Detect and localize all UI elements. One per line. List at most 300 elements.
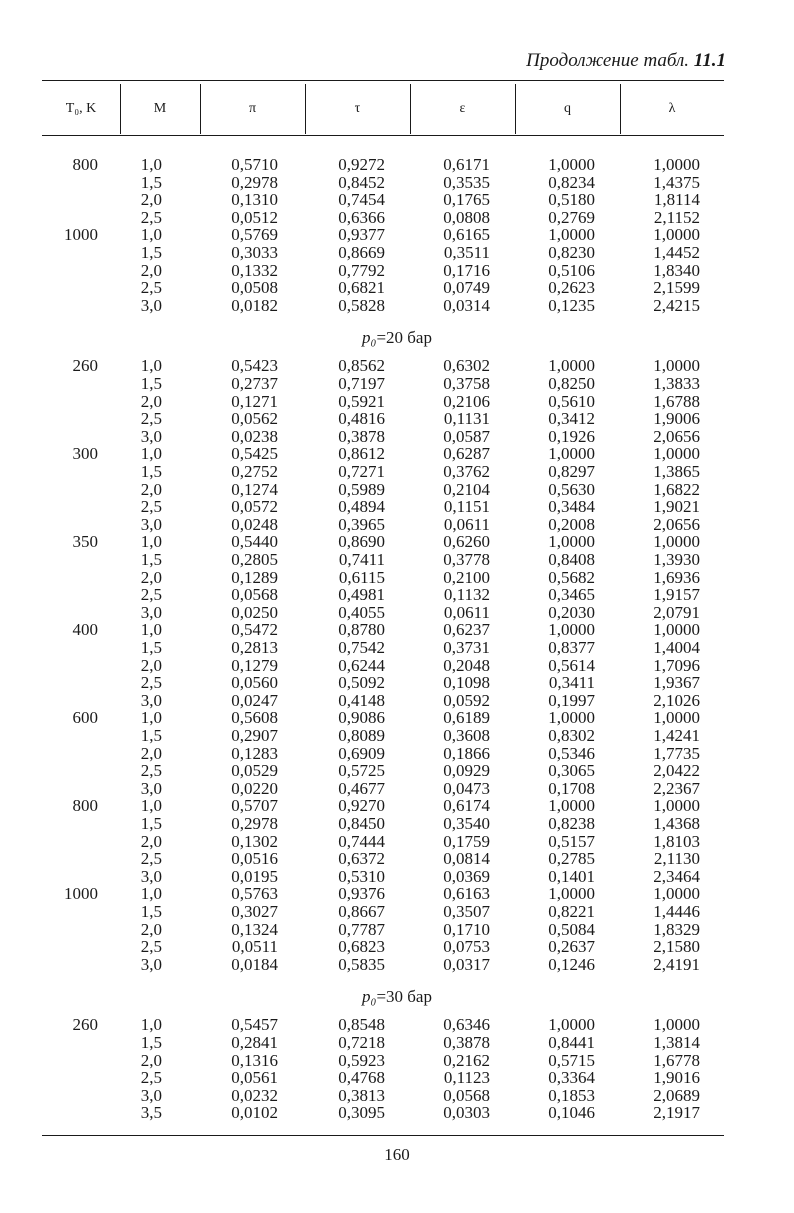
table-cell: 0,1271 <box>231 391 278 411</box>
table-cell: 1,4446 <box>653 902 700 921</box>
table-cell: 2,5 <box>140 497 162 517</box>
table-cell: 2,0 <box>140 919 162 939</box>
footer-rule <box>42 1135 724 1136</box>
table-cell: 1,8103 <box>653 831 700 851</box>
table-cell: 1,0000 <box>548 796 595 816</box>
table-cell: 2,5 <box>140 585 162 605</box>
table-cell: 0,6823 <box>338 937 385 957</box>
table-cell: 3,0 <box>140 866 162 886</box>
table-cell: 2,0 <box>140 831 162 851</box>
cell-t0: 350 <box>72 532 98 552</box>
table-cell: 2,1130 <box>653 849 700 869</box>
table-row <box>0 745 794 763</box>
table-row <box>0 551 794 569</box>
table-cell: 0,3965 <box>338 514 385 534</box>
table-cell: 1,0000 <box>548 532 595 552</box>
table-cell: 0,7271 <box>338 462 385 481</box>
table-cell: 0,0314 <box>443 295 490 315</box>
table-row <box>0 639 794 657</box>
table-cell: 0,5923 <box>338 1050 385 1070</box>
table-row <box>0 569 794 587</box>
table-cell: 0,5346 <box>548 743 595 763</box>
table-cell: 0,8548 <box>338 1015 385 1035</box>
table-cell: 2,0791 <box>653 602 700 622</box>
table-cell: 0,2907 <box>231 726 278 745</box>
table-row <box>0 533 794 551</box>
col-header-lambda: λ <box>668 101 676 116</box>
table-cell: 1,5 <box>140 814 162 833</box>
table-cell: 0,0369 <box>443 866 490 886</box>
col-header-tau: τ <box>354 101 361 116</box>
table-cell: 1,5 <box>140 243 162 262</box>
cell-t0: 260 <box>72 1015 98 1035</box>
table-row <box>0 938 794 956</box>
cell-t0: 600 <box>72 708 98 728</box>
table-cell: 0,0814 <box>443 849 490 869</box>
col-divider <box>620 84 621 134</box>
table-cell: 0,2162 <box>443 1050 490 1070</box>
cell-t0: 260 <box>72 356 98 376</box>
table-cell: 1,0 <box>140 444 162 464</box>
table-row <box>0 956 794 974</box>
table-cell: 0,0568 <box>443 1085 490 1105</box>
table-cell: 1,4375 <box>653 172 700 192</box>
table-cell: 0,3758 <box>443 374 490 393</box>
continuation-text: Продолжение табл. <box>526 50 690 71</box>
table-row <box>0 727 794 745</box>
table-cell: 2,0 <box>140 479 162 499</box>
table-row <box>0 297 794 315</box>
table-cell: 0,1716 <box>443 260 490 280</box>
table-cell: 1,8114 <box>653 190 700 210</box>
table-cell: 2,1580 <box>653 937 700 957</box>
header-top-rule <box>42 80 724 81</box>
table-cell: 1,0000 <box>548 155 595 174</box>
table-cell: 1,0000 <box>653 708 700 728</box>
table-cell: 0,8441 <box>548 1033 595 1052</box>
table-cell: 0,5440 <box>231 532 278 552</box>
table-cell: 0,1708 <box>548 778 595 798</box>
table-cell: 0,2769 <box>548 207 595 227</box>
table-row <box>0 1034 794 1052</box>
table-cell: 0,2978 <box>231 172 278 192</box>
table-cell: 0,7787 <box>338 919 385 939</box>
table-cell: 0,5180 <box>548 190 595 210</box>
table-cell: 0,0511 <box>231 937 278 957</box>
table-cell: 0,3813 <box>338 1085 385 1105</box>
table-cell: 0,0587 <box>443 426 490 446</box>
table-cell: 0,4981 <box>338 585 385 605</box>
table-row <box>0 174 794 192</box>
table-cell: 0,1997 <box>548 690 595 710</box>
table-cell: 0,1279 <box>231 655 278 675</box>
table-cell: 0,3484 <box>548 497 595 517</box>
table-cell: 1,6822 <box>653 479 700 499</box>
table-cell: 0,2104 <box>443 479 490 499</box>
table-cell: 1,0000 <box>653 155 700 174</box>
table-cell: 0,6174 <box>443 796 490 816</box>
table-cell: 3,0 <box>140 602 162 622</box>
table-cell: 0,5608 <box>231 708 278 728</box>
table-cell: 0,2637 <box>548 937 595 957</box>
table-cell: 1,7735 <box>653 743 700 763</box>
table-cell: 0,6163 <box>443 884 490 904</box>
table-cell: 2,0656 <box>653 514 700 534</box>
table-cell: 0,2978 <box>231 814 278 833</box>
table-cell: 1,0000 <box>653 796 700 816</box>
table-cell: 0,3511 <box>443 243 490 262</box>
table-cell: 1,0000 <box>653 884 700 904</box>
table-cell: 0,2008 <box>548 514 595 534</box>
table-cell: 0,0248 <box>231 514 278 534</box>
table-cell: 0,8562 <box>338 356 385 376</box>
table-row <box>0 657 794 675</box>
table-cell: 2,0 <box>140 743 162 763</box>
table-cell: 0,1316 <box>231 1050 278 1070</box>
table-cell: 0,0220 <box>231 778 278 798</box>
table-cell: 0,6260 <box>443 532 490 552</box>
table-cell: 0,5769 <box>231 225 278 245</box>
table-cell: 1,0000 <box>548 225 595 245</box>
table-row <box>0 481 794 499</box>
table-cell: 0,3027 <box>231 902 278 921</box>
table-cell: 2,0 <box>140 655 162 675</box>
table-cell: 1,7096 <box>653 655 700 675</box>
table-cell: 0,6165 <box>443 225 490 245</box>
table-cell: 2,1026 <box>653 690 700 710</box>
col-header-pi: π <box>248 101 257 116</box>
table-cell: 2,3464 <box>653 866 700 886</box>
table-cell: 0,2048 <box>443 655 490 675</box>
table-cell: 0,8377 <box>548 638 595 657</box>
table-cell: 0,8667 <box>338 902 385 921</box>
table-row <box>0 868 794 886</box>
table-cell: 1,3833 <box>653 374 700 393</box>
table-cell: 0,1098 <box>443 673 490 693</box>
table-cell: 0,0182 <box>231 295 278 315</box>
table-cell: 0,8221 <box>548 902 595 921</box>
table-cell: 0,8780 <box>338 620 385 640</box>
table-cell: 0,5425 <box>231 444 278 464</box>
table-cell: 0,1235 <box>548 295 595 315</box>
table-cell: 0,3065 <box>548 761 595 781</box>
col-header-t0: T₀, K <box>65 101 97 116</box>
table-row <box>0 156 794 174</box>
table-cell: 2,5 <box>140 278 162 298</box>
table-cell: 0,1765 <box>443 190 490 210</box>
table-cell: 1,0 <box>140 620 162 640</box>
table-cell: 2,0 <box>140 567 162 587</box>
table-cell: 1,9367 <box>653 673 700 693</box>
header-bottom-rule <box>42 135 724 136</box>
table-cell: 1,0000 <box>653 225 700 245</box>
table-cell: 1,8329 <box>653 919 700 939</box>
col-divider <box>410 84 411 134</box>
table-cell: 0,5828 <box>338 295 385 315</box>
table-cell: 0,0611 <box>443 514 490 534</box>
table-cell: 0,3878 <box>338 426 385 446</box>
table-cell: 0,2737 <box>231 374 278 393</box>
table-cell: 0,9376 <box>338 884 385 904</box>
table-cell: 0,3878 <box>443 1033 490 1052</box>
table-cell: 2,4215 <box>653 295 700 315</box>
table-cell: 0,1246 <box>548 954 595 974</box>
table-cell: 2,1599 <box>653 278 700 298</box>
table-cell: 0,2100 <box>443 567 490 587</box>
table-cell: 2,0 <box>140 391 162 411</box>
table-cell: 0,0250 <box>231 602 278 622</box>
table-cell: 0,9377 <box>338 225 385 245</box>
table-cell: 0,0808 <box>443 207 490 227</box>
page-number: 160 <box>384 1145 410 1164</box>
table-cell: 0,1332 <box>231 260 278 280</box>
table-cell: 0,0303 <box>443 1103 490 1123</box>
table-cell: 0,1866 <box>443 743 490 763</box>
col-header-epsilon: ε <box>459 101 466 116</box>
table-cell: 1,0000 <box>548 444 595 464</box>
table-cell: 0,5630 <box>548 479 595 499</box>
table-cell: 0,5835 <box>338 954 385 974</box>
table-row <box>0 604 794 622</box>
table-cell: 0,7792 <box>338 260 385 280</box>
table-cell: 1,3814 <box>653 1033 700 1052</box>
cell-t0: 1000 <box>64 884 98 904</box>
table-cell: 0,3778 <box>443 550 490 569</box>
table-cell: 0,5710 <box>231 155 278 174</box>
table-cell: 1,8340 <box>653 260 700 280</box>
table-cell: 0,6372 <box>338 849 385 869</box>
table-cell: 1,6936 <box>653 567 700 587</box>
table-row <box>0 1052 794 1070</box>
table-cell: 0,1310 <box>231 190 278 210</box>
table-cell: 0,7444 <box>338 831 385 851</box>
table-cell: 1,0000 <box>548 356 595 376</box>
table-row <box>0 709 794 727</box>
table-cell: 0,3540 <box>443 814 490 833</box>
table-cell: 1,5 <box>140 462 162 481</box>
table-cell: 0,0184 <box>231 954 278 974</box>
table-row <box>0 586 794 604</box>
col-divider <box>515 84 516 134</box>
table-row <box>0 262 794 280</box>
table-cell: 1,0000 <box>653 620 700 640</box>
table-cell: 1,0000 <box>548 1015 595 1035</box>
table-cell: 0,8408 <box>548 550 595 569</box>
table-cell: 3,0 <box>140 1085 162 1105</box>
table-cell: 1,5 <box>140 550 162 569</box>
table-number: 11.1 <box>693 50 726 71</box>
table-cell: 0,8450 <box>338 814 385 833</box>
table-cell: 0,4894 <box>338 497 385 517</box>
table-cell: 0,3033 <box>231 243 278 262</box>
table-cell: 2,5 <box>140 761 162 781</box>
table-row <box>0 463 794 481</box>
table-row <box>0 903 794 921</box>
table-cell: 1,0 <box>140 1015 162 1035</box>
table-cell: 0,3608 <box>443 726 490 745</box>
table-cell: 1,9016 <box>653 1068 700 1088</box>
table-cell: 0,1132 <box>443 585 490 605</box>
table-cell: 3,0 <box>140 514 162 534</box>
table-cell: 0,4677 <box>338 778 385 798</box>
table-cell: 0,8230 <box>548 243 595 262</box>
table-cell: 0,0561 <box>231 1068 278 1088</box>
table-cell: 1,0 <box>140 708 162 728</box>
table-cell: 0,8089 <box>338 726 385 745</box>
table-cell: 1,4368 <box>653 814 700 833</box>
table-cell: 2,5 <box>140 1068 162 1088</box>
table-row <box>0 209 794 227</box>
table-cell: 0,0572 <box>231 497 278 517</box>
table-row <box>0 1087 794 1105</box>
table-cell: 0,2805 <box>231 550 278 569</box>
table-cell: 0,1853 <box>548 1085 595 1105</box>
table-cell: 0,5310 <box>338 866 385 886</box>
table-cell: 0,4768 <box>338 1068 385 1088</box>
table-cell: 0,1710 <box>443 919 490 939</box>
table-cell: 2,5 <box>140 849 162 869</box>
table-cell: 0,9272 <box>338 155 385 174</box>
table-cell: 0,1283 <box>231 743 278 763</box>
table-row <box>0 1069 794 1087</box>
table-cell: 0,8612 <box>338 444 385 464</box>
table-cell: 1,0000 <box>653 532 700 552</box>
table-row <box>0 279 794 297</box>
table-cell: 3,0 <box>140 954 162 974</box>
table-cell: 0,6115 <box>338 567 385 587</box>
table-cell: 0,5157 <box>548 831 595 851</box>
table-cell: 2,0 <box>140 260 162 280</box>
table-cell: 0,3465 <box>548 585 595 605</box>
table-row <box>0 516 794 534</box>
table-cell: 2,1917 <box>653 1103 700 1123</box>
table-cell: 0,8238 <box>548 814 595 833</box>
table-row <box>0 674 794 692</box>
table-cell: 0,7454 <box>338 190 385 210</box>
table-cell: 0,3095 <box>338 1103 385 1123</box>
table-cell: 1,6788 <box>653 391 700 411</box>
table-cell: 0,1289 <box>231 567 278 587</box>
table-cell: 0,2841 <box>231 1033 278 1052</box>
table-cell: 1,0 <box>140 225 162 245</box>
table-row <box>0 357 794 375</box>
table-row <box>0 780 794 798</box>
table-cell: 2,0656 <box>653 426 700 446</box>
table-cell: 0,1046 <box>548 1103 595 1123</box>
table-cell: 0,5715 <box>548 1050 595 1070</box>
table-cell: 0,0232 <box>231 1085 278 1105</box>
table-cell: 0,0749 <box>443 278 490 298</box>
table-cell: 1,9021 <box>653 497 700 517</box>
table-cell: 0,6287 <box>443 444 490 464</box>
table-cell: 0,6244 <box>338 655 385 675</box>
table-cell: 0,8690 <box>338 532 385 552</box>
table-cell: 0,6237 <box>443 620 490 640</box>
table-cell: 0,6909 <box>338 743 385 763</box>
table-row <box>0 445 794 463</box>
table-cell: 0,0562 <box>231 409 278 429</box>
table-cell: 0,3535 <box>443 172 490 192</box>
table-row <box>0 410 794 428</box>
table-cell: 0,6821 <box>338 278 385 298</box>
table-cell: 0,3411 <box>548 673 595 693</box>
table-cell: 0,5084 <box>548 919 595 939</box>
table-cell: 1,0000 <box>548 884 595 904</box>
cell-t0: 800 <box>72 796 98 816</box>
table-cell: 1,6778 <box>653 1050 700 1070</box>
table-cell: 1,0000 <box>548 620 595 640</box>
table-cell: 0,0195 <box>231 866 278 886</box>
table-cell: 0,0516 <box>231 849 278 869</box>
table-cell: 0,6302 <box>443 356 490 376</box>
table-cell: 3,0 <box>140 295 162 315</box>
table-cell: 1,5 <box>140 1033 162 1052</box>
table-row <box>0 850 794 868</box>
table-cell: 0,5423 <box>231 356 278 376</box>
table-cell: 0,1302 <box>231 831 278 851</box>
table-cell: 1,0000 <box>548 708 595 728</box>
table-cell: 0,0529 <box>231 761 278 781</box>
table-row <box>0 191 794 209</box>
table-cell: 0,5614 <box>548 655 595 675</box>
table-row <box>0 244 794 262</box>
table-cell: 0,5707 <box>231 796 278 816</box>
table-cell: 2,0 <box>140 190 162 210</box>
table-row <box>0 1104 794 1122</box>
table-row <box>0 692 794 710</box>
table-cell: 0,5106 <box>548 260 595 280</box>
table-cell: 0,2030 <box>548 602 595 622</box>
table-cell: 0,0317 <box>443 954 490 974</box>
table-cell: 0,8234 <box>548 172 595 192</box>
table-cell: 3,0 <box>140 690 162 710</box>
table-cell: 0,5092 <box>338 673 385 693</box>
table-row <box>0 921 794 939</box>
table-cell: 0,5472 <box>231 620 278 640</box>
table-cell: 3,0 <box>140 426 162 446</box>
table-cell: 1,5 <box>140 374 162 393</box>
table-cell: 1,5 <box>140 172 162 192</box>
table-cell: 0,7542 <box>338 638 385 657</box>
table-row <box>0 1016 794 1034</box>
table-cell: 0,4148 <box>338 690 385 710</box>
table-cell: 3,0 <box>140 778 162 798</box>
table-cell: 2,0689 <box>653 1085 700 1105</box>
section-title: p₀=30 бар <box>362 987 432 1007</box>
table-cell: 0,0929 <box>443 761 490 781</box>
table-cell: 0,2813 <box>231 638 278 657</box>
table-cell: 0,3731 <box>443 638 490 657</box>
table-row <box>0 815 794 833</box>
table-cell: 1,0 <box>140 356 162 376</box>
table-cell: 0,0611 <box>443 602 490 622</box>
table-cell: 0,1759 <box>443 831 490 851</box>
col-divider <box>200 84 201 134</box>
table-cell: 0,1131 <box>443 409 490 429</box>
table-row <box>0 498 794 516</box>
table-cell: 0,6366 <box>338 207 385 227</box>
table-cell: 0,9086 <box>338 708 385 728</box>
table-cell: 1,3930 <box>653 550 700 569</box>
table-row <box>0 393 794 411</box>
table-cell: 0,0753 <box>443 937 490 957</box>
table-cell: 0,0560 <box>231 673 278 693</box>
table-cell: 1,4452 <box>653 243 700 262</box>
table-cell: 0,8302 <box>548 726 595 745</box>
table-cell: 1,0 <box>140 796 162 816</box>
table-row <box>0 833 794 851</box>
col-header-q: q <box>564 101 571 116</box>
